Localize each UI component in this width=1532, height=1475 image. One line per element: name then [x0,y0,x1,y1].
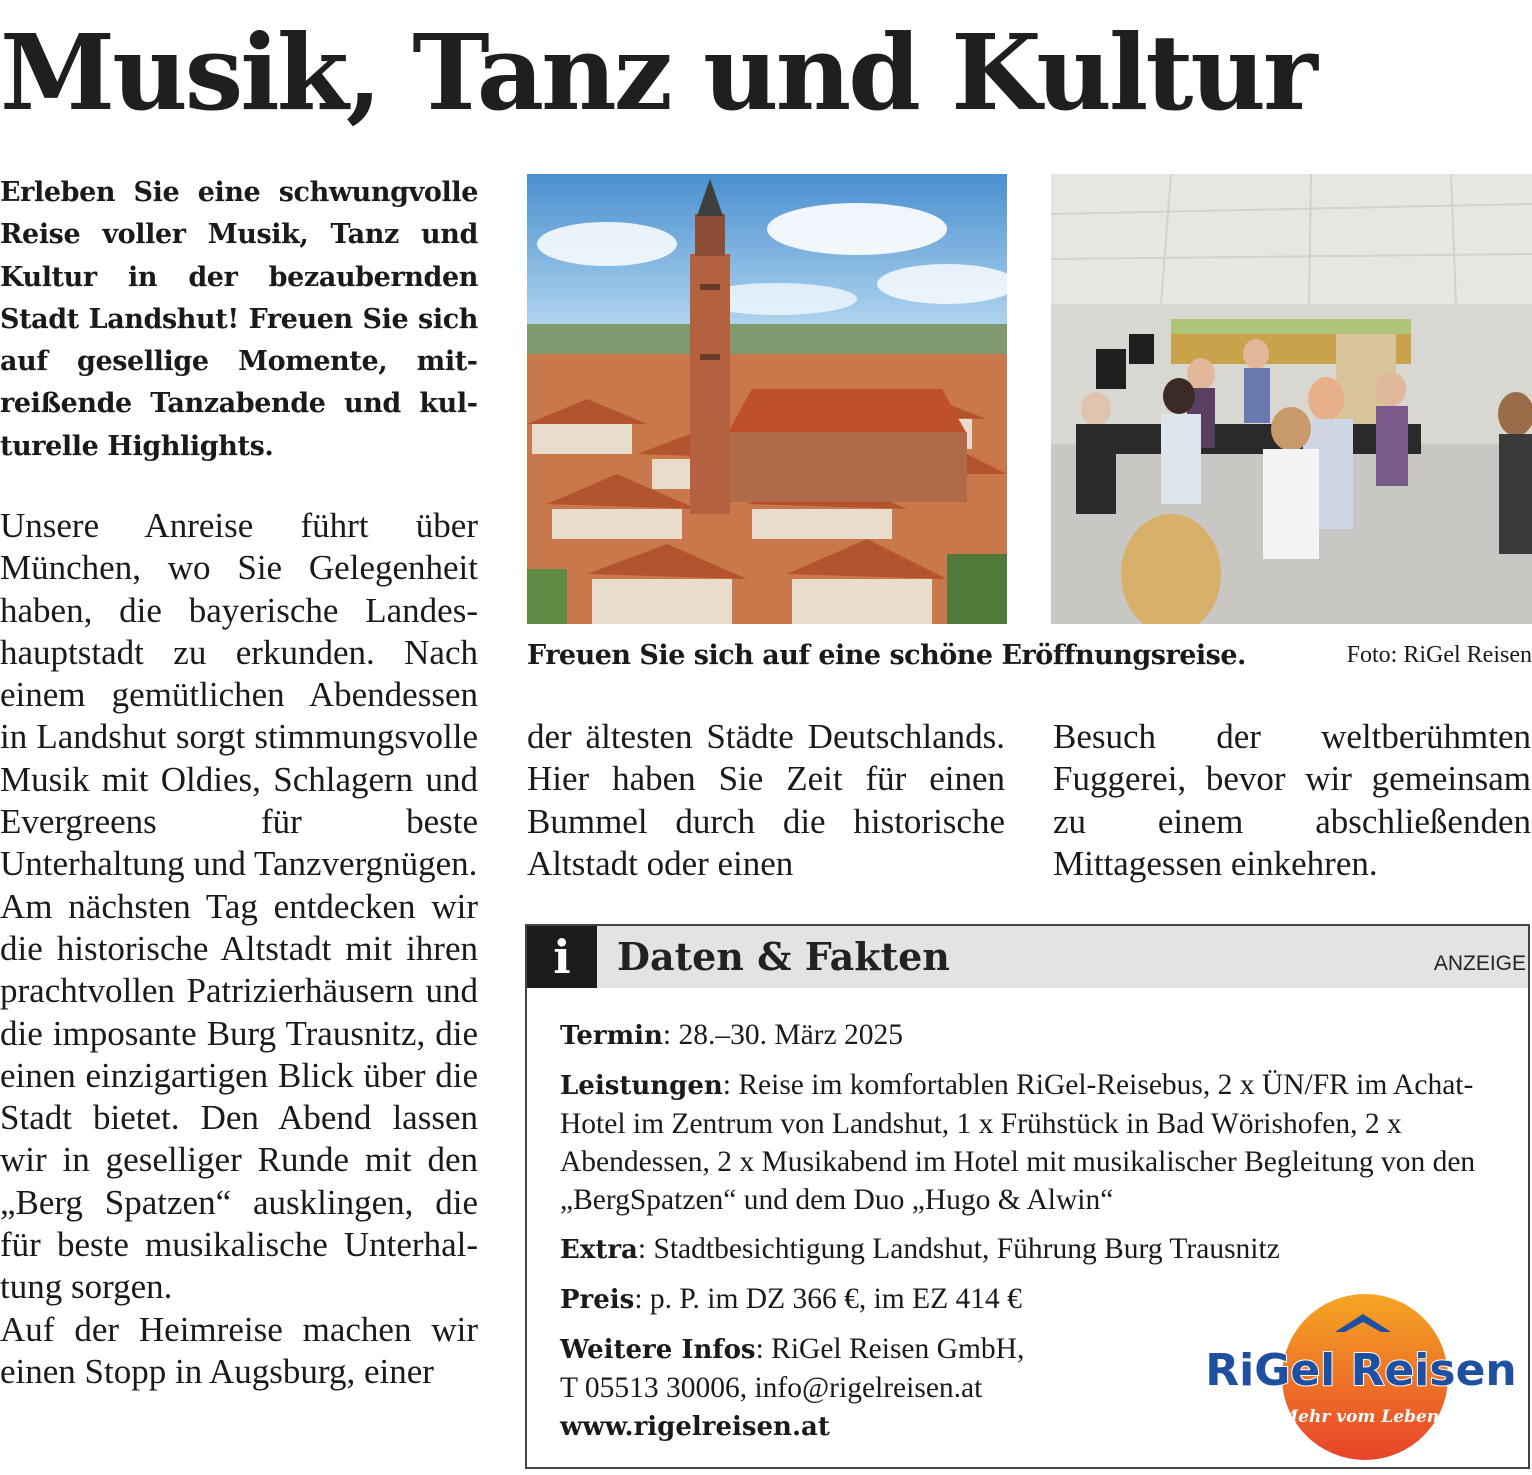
fact-value: : RiGel Reisen GmbH, [755,1333,1025,1365]
fact-label: Leistungen [560,1071,723,1101]
body-paragraph: Besuch der weltberühmten Fuggerei, bevor wir gemeinsam zu einem abschließenden Mittagessen einkehren. [1053,717,1531,883]
rigel-reisen-logo [1195,1292,1527,1462]
contact-line: T 05513 30006, info@rigelreisen.at [560,1372,983,1404]
facts-box-header [527,926,1528,988]
body-paragraph: Auf der Heimreise machen wir einen Stopp in Augsburg, einer [0,1309,478,1391]
ad-label: ANZEIGE [1433,952,1526,975]
headline: Musik, Tanz und Kultur [0,11,1315,134]
body-paragraph: der ältesten Städte Deutschlands. Hier haben Sie Zeit für einen Bummel durch die historische Altstadt oder einen [527,717,1005,883]
landshut-city-photo [527,174,1007,624]
body-column-3 [1053,716,1531,885]
website-link[interactable]: www.rigelreisen.at [560,1412,830,1442]
fact-value: : p. P. im DZ 366 €, im EZ 414 € [634,1283,1022,1315]
fact-label: Extra [560,1235,638,1265]
dancing-event-photo [1051,174,1532,624]
body-column-1 [0,505,478,1393]
fact-extra [560,1230,1510,1269]
fact-label: Preis [560,1285,635,1315]
logo-wordmark: RiGel Reisen [1205,1345,1517,1396]
fact-value: : Stadtbesichtigung Landshut, Führung Burg Trausnitz [637,1233,1280,1265]
fact-value: : 28.–30. März 2025 [662,1019,903,1051]
fact-label: Weitere Infos [560,1335,756,1365]
lead-paragraph: Erleben Sie eine schwungvolle Reise voller Musik, Tanz und Kultur in der bezaubernden Stadt Landshut! Freuen Sie sich auf gesellige Momente, mitreißende Tanzabende und kulturelle Highlights. [0,177,478,462]
photo-caption [527,632,1532,678]
body-paragraph: Am nächsten Tag entdecken wir die historische Altstadt mit ihren prachtvollen Patrizierhäusern und die imposante Burg Trausnitz, die einen einzigartigen Blick über die Stadt bietet. Den Abend lassen wir in geselliger Runde mit den „Berg Spatzen“ ausklingen, die für beste musikalische Unterhaltung sorgen. [0,886,478,1307]
fact-termin [560,1016,1510,1055]
info-icon: i [527,926,597,988]
body-column-2 [527,716,1005,885]
logo-slogan: Mehr vom Leben! [1279,1407,1447,1427]
caption-text: Freuen Sie sich auf eine schöne Eröffnungsreise. [527,639,1246,671]
facts-box-title: Daten & Fakten [617,934,950,979]
fact-leistungen [560,1066,1510,1219]
body-paragraph: Unsere Anreise führt über München, wo Sie Gelegenheit haben, die bayerische Landeshauptstadt zu erkunden. Nach einem gemütlichen Abendessen in Landshut sorgt stimmungsvolle Musik mit Oldies, Schlagern und Evergreens für beste Unterhaltung und Tanzvergnügen. [0,506,478,884]
fact-label: Termin [560,1021,663,1051]
fact-value: : Reise im komfortablen RiGel-Reisebus, 2 x ÜN/FR im Achat-Hotel im Zentrum von Landshut, 1 x Frühstück in Bad Wörishofen, 2 x Abendessen, 2 x Musikabend im Hotel mit musikalischer Begleitung von den „BergSpatzen“ und dem Duo „Hugo & Alwin“ [560,1069,1476,1216]
photo-credit: Foto: RiGel Reisen [1346,641,1532,668]
